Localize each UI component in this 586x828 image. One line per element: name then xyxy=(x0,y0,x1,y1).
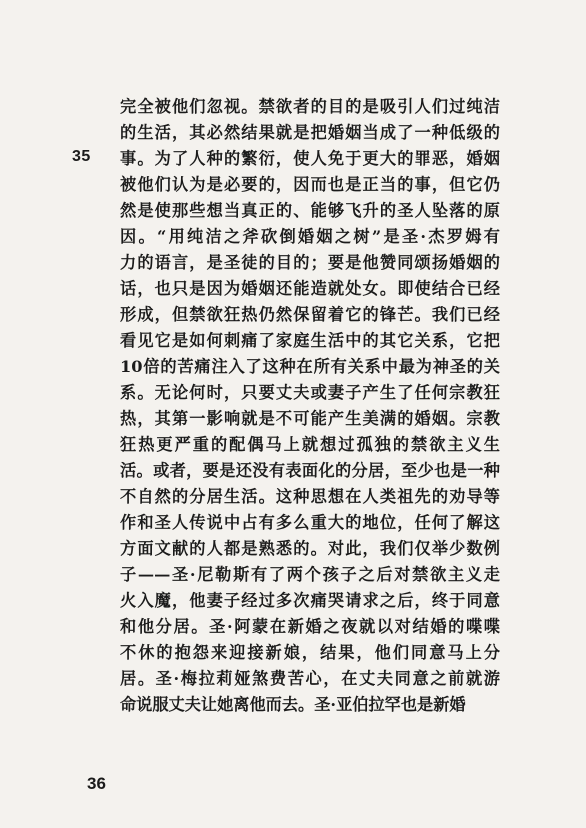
text-line: 10倍的苦痛注入了这种在所有关系中最为神圣的关 xyxy=(120,357,500,376)
text-line: 事。为了人种的繁衍，使人免于更大的罪恶，婚姻 xyxy=(120,149,500,168)
text-line: 系。无论何时，只要丈夫或妻子产生了任何宗教狂 xyxy=(120,383,500,402)
text-line: 热，其第一影响就是不可能产生美满的婚姻。宗教 xyxy=(120,409,500,428)
text-line: 话，也只是因为婚姻还能造就处女。即使结合已经 xyxy=(120,279,500,298)
text-line: 狂热更严重的配偶马上就想过孤独的禁欲主义生 xyxy=(120,435,500,454)
text-line: 作和圣人传说中占有多么重大的地位，任何了解这 xyxy=(120,513,500,532)
text-line: 不休的抱怨来迎接新娘，结果，他们同意马上分 xyxy=(120,643,500,662)
text-line: 完全被他们忽视。禁欲者的目的是吸引人们过纯洁 xyxy=(120,97,500,116)
text-line: 的生活，其必然结果就是把婚姻当成了一种低级的 xyxy=(120,123,500,142)
body-text xyxy=(120,94,500,718)
margin-number: 35 xyxy=(72,148,91,165)
text-line: 火入魔，他妻子经过多次痛哭请求之后，终于同意 xyxy=(120,591,500,610)
text-line: 活。或者，要是还没有表面化的分居，至少也是一种 xyxy=(120,461,500,480)
text-line: 居。圣·梅拉莉娅煞费苦心，在丈夫同意之前就游 xyxy=(120,669,500,688)
text-line: 力的语言，是圣徒的目的；要是他赞同颂扬婚姻的 xyxy=(120,253,500,272)
text-line: 然是使那些想当真正的、能够飞升的圣人坠落的原 xyxy=(120,201,500,220)
text-line: 子——圣·尼勒斯有了两个孩子之后对禁欲主义走 xyxy=(120,565,500,584)
page-number: 36 xyxy=(87,774,106,793)
text-line: 看见它是如何刺痛了家庭生活中的其它关系，它把 xyxy=(120,331,500,350)
text-line: 和他分居。圣·阿蒙在新婚之夜就以对结婚的喋喋 xyxy=(120,617,500,636)
text-line: 命说服丈夫让她离他而去。圣·亚伯拉罕也是新婚 xyxy=(120,695,466,714)
text-line: 被他们认为是必要的，因而也是正当的事，但它仍 xyxy=(120,175,500,194)
text-line: 方面文献的人都是熟悉的。对此，我们仅举少数例 xyxy=(120,539,500,558)
text-line: 形成，但禁欲狂热仍然保留着它的锋芒。我们已经 xyxy=(120,305,500,324)
text-line: 不自然的分居生活。这种思想在人类祖先的劝导等 xyxy=(120,487,500,506)
text-line: 因。“用纯洁之斧砍倒婚姻之树”是圣·杰罗姆有 xyxy=(120,227,500,246)
